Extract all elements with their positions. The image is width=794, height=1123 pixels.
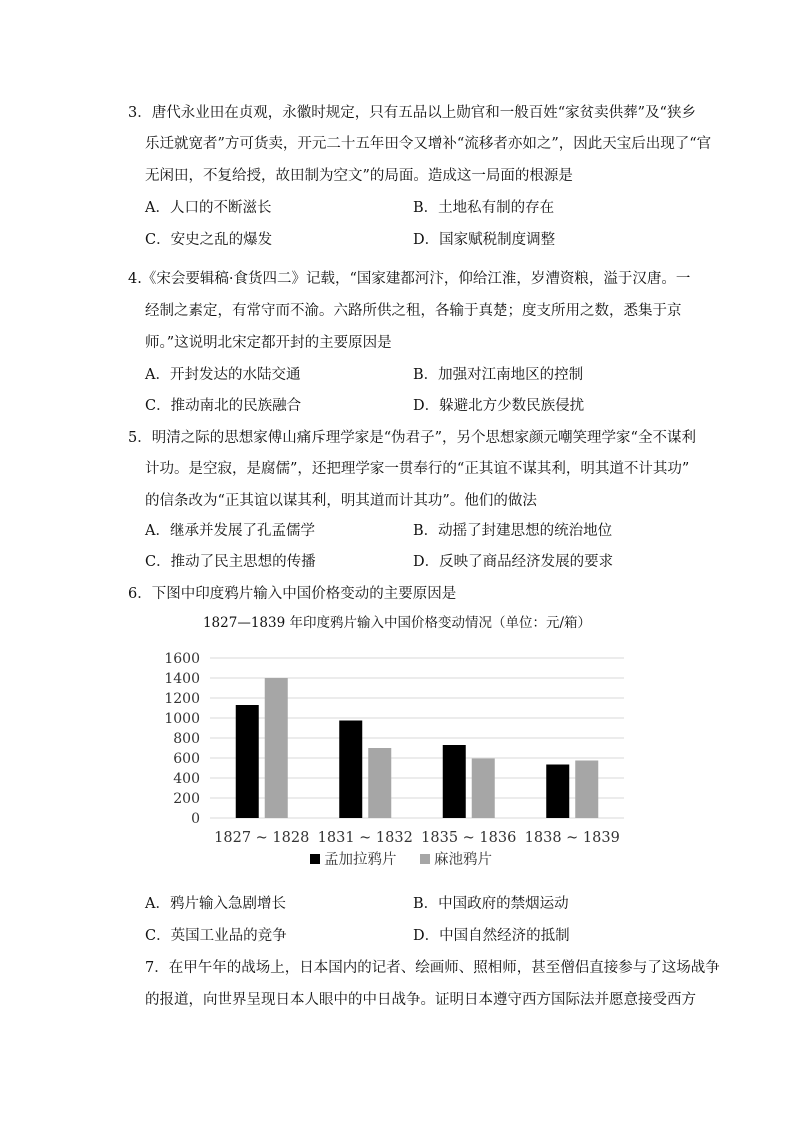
bar-malwa-0 xyxy=(265,678,288,818)
q5-option-a[interactable]: A．继承并发展了孔孟儒学 xyxy=(145,523,315,539)
y-tick-label: 200 xyxy=(173,791,200,807)
q5-option-b[interactable]: B．动摇了封建思想的统治地位 xyxy=(413,523,613,539)
q5-option-c[interactable]: C．推动了民主思想的传播 xyxy=(145,554,316,570)
x-tick-label: 1827 ~ 1828 xyxy=(214,830,310,846)
q3-line-3: 无闲田，不复给授，故田制为空文”的局面。造成这一局面的根源是 xyxy=(145,168,573,184)
legend-swatch xyxy=(310,854,320,864)
q6-option-a[interactable]: A．鸦片输入急剧增长 xyxy=(145,896,286,912)
q5-line-2: 计功。是空寂，是腐儒”，还把理学家一贯奉行的“正其谊不谋其利，明其道不计其功” xyxy=(145,461,690,477)
q4-option-d[interactable]: D．躲避北方少数民族侵扰 xyxy=(413,398,585,414)
legend-label: 麻池鸦片 xyxy=(434,852,492,868)
y-tick-label: 400 xyxy=(173,771,200,787)
bar-bengal-2 xyxy=(443,745,466,818)
q5-line-1: 5．明清之际的思想家傅山痛斥理学家是“伪君子”，另个思想家颜元嘲笑理学家“全不谋利 xyxy=(128,430,696,446)
q3-line-2: 乐迁就宽者”方可货卖，开元二十五年田令又增补“流移者亦如之”，因此天宝后出现了“官 xyxy=(145,136,712,152)
bar-bengal-1 xyxy=(339,721,362,819)
legend-swatch xyxy=(420,854,430,864)
x-tick-label: 1835 ~ 1836 xyxy=(421,830,517,846)
q5-line-3: 的信条改为“正其谊以谋其利，明其道而计其功”。他们的做法 xyxy=(145,493,537,509)
q4-option-c[interactable]: C．推动南北的民族融合 xyxy=(145,398,302,414)
y-tick-label: 1000 xyxy=(164,711,200,727)
bar-malwa-2 xyxy=(472,759,495,819)
q6-option-c[interactable]: C．英国工业品的竞争 xyxy=(145,928,287,944)
y-tick-label: 800 xyxy=(173,731,200,747)
x-tick-label: 1831 ~ 1832 xyxy=(317,830,413,846)
q3-option-c[interactable]: C．安史之乱的爆发 xyxy=(145,232,273,248)
q6-option-d[interactable]: D．中国自然经济的抵制 xyxy=(413,928,570,944)
y-tick-label: 1400 xyxy=(164,671,200,687)
q7-line-1: 7．在甲午年的战场上，日本国内的记者、绘画师、照相师，甚至僧侣直接参与了这场战争 xyxy=(145,960,720,976)
q3-option-d[interactable]: D．国家赋税制度调整 xyxy=(413,232,556,248)
opium-price-bar-chart xyxy=(0,640,794,890)
x-tick-label: 1838 ~ 1839 xyxy=(524,830,620,846)
q7-line-2: 的报道，向世界呈现日本人眼中的中日战争。证明日本遵守西方国际法并愿意接受西方 xyxy=(145,992,696,1008)
q4-line-2: 经制之素定，有常守而不渝。六路所供之租，各输于真楚；度支所用之数，悉集于京 xyxy=(145,303,682,319)
q4-option-a[interactable]: A．开封发达的水陆交通 xyxy=(145,367,301,383)
q5-option-d[interactable]: D．反映了商品经济发展的要求 xyxy=(413,554,614,570)
y-tick-label: 1600 xyxy=(164,651,200,667)
bar-malwa-1 xyxy=(368,748,391,818)
q3-option-b[interactable]: B．土地私有制的存在 xyxy=(413,200,555,216)
bar-malwa-3 xyxy=(575,761,598,819)
y-tick-label: 0 xyxy=(191,811,200,827)
chart-title: 1827—1839 年印度鸦片输入中国价格变动情况（单位：元/箱） xyxy=(202,615,592,631)
q4-line-1: 4.《宋会要辑稿·食货四二》记载，“国家建都河汴，仰给江淮，岁漕资粮，溢于汉唐。一 xyxy=(128,271,691,287)
q6-option-b[interactable]: B．中国政府的禁烟运动 xyxy=(413,896,569,912)
q4-option-b[interactable]: B．加强对江南地区的控制 xyxy=(413,367,584,383)
bar-bengal-3 xyxy=(546,765,569,819)
legend-label: 孟加拉鸦片 xyxy=(324,852,397,868)
bar-bengal-0 xyxy=(236,705,259,818)
q3-option-a[interactable]: A．人口的不断滋长 xyxy=(145,200,272,216)
y-tick-label: 600 xyxy=(173,751,200,767)
y-tick-label: 1200 xyxy=(164,691,200,707)
q4-line-3: 师。”这说明北宋定都开封的主要原因是 xyxy=(145,335,392,351)
q6-line-1: 6．下图中印度鸦片输入中国价格变动的主要原因是 xyxy=(128,586,457,602)
q3-line-1: 3．唐代永业田在贞观，永徽时规定，只有五品以上勋官和一般百姓“家贫卖供葬”及“狭乡 xyxy=(128,105,696,121)
